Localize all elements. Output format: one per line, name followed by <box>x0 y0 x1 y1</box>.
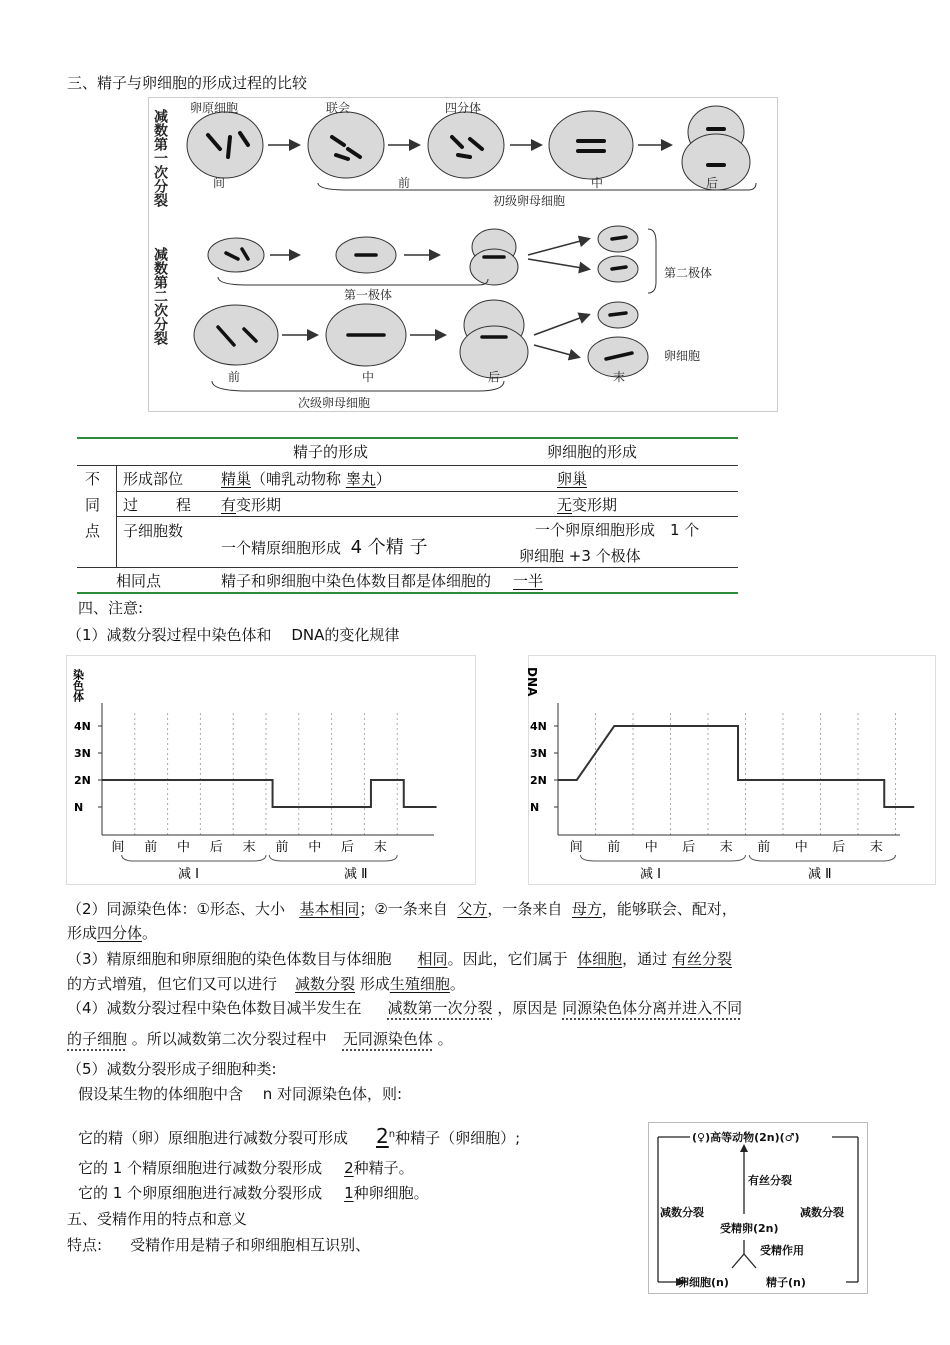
gchrom-xtick-7: 后 <box>341 840 355 855</box>
phase-prophase-2: 前 <box>228 370 241 384</box>
phase-telophase-2: 末 <box>613 370 626 384</box>
note-3-c: 。因此，它们属于 <box>447 950 568 968</box>
answer-germ-cell: 生殖细胞 <box>389 975 450 993</box>
phase-prophase-1: 前 <box>398 176 411 190</box>
gdna-ytick-3N: 3N <box>530 747 547 760</box>
section-heading-5: 五、受精作用的特点和意义 <box>67 1210 248 1228</box>
row-label-process-a: 过 <box>123 496 139 514</box>
answer-first-meiotic-division: 减数第一次分裂 <box>387 999 493 1017</box>
note-5-3c: 种精子。 <box>353 1159 414 1177</box>
row-label-site: 形成部位 <box>123 470 184 488</box>
cell-egg-site: 卵巢 <box>557 470 588 488</box>
gchrom-xtick-8: 末 <box>373 840 387 855</box>
note-5: （5）减数分裂形成子细胞种类: <box>67 1060 277 1078</box>
section-heading-4: 四、注意: <box>78 599 144 617</box>
gchrom-ytick-N: N <box>74 801 84 814</box>
gchrom-ytick-4N: 4N <box>74 720 91 733</box>
gchrom-xtick-3: 后 <box>209 840 223 855</box>
gdna-ytick-N: N <box>530 801 540 814</box>
answer-half: 一半 <box>513 572 544 590</box>
diff-label-3: 点 <box>85 522 101 540</box>
section-heading-3: 三、精子与卵细胞的形成过程的比较 <box>67 74 308 92</box>
dna-group-1: 减 Ⅰ <box>640 867 661 882</box>
phase-metaphase-1: 中 <box>591 176 604 190</box>
gdna-xtick-2: 中 <box>644 840 658 855</box>
note-5-line-2 <box>78 1124 520 1148</box>
label-synapsis: 联会 <box>326 101 351 115</box>
answer-testicle: 睾丸 <box>345 470 376 488</box>
note-2-line-2 <box>67 922 157 943</box>
chrom-group-2: 减 Ⅱ <box>344 867 368 882</box>
note-5-assume: 假设某生物的体细胞中含 n 对同源染色体，则: <box>78 1085 403 1103</box>
gchrom-bracket-1 <box>122 855 266 861</box>
dna-series-line <box>558 726 914 807</box>
note-5-2a: 它的精（卵）原细胞进行减数分裂可形成 <box>78 1129 349 1147</box>
answer-mother: 母方 <box>571 900 602 918</box>
row-label-same: 相同点 <box>116 572 162 590</box>
meiosis-figure <box>148 97 778 412</box>
lc-meiosis-left: 减数分裂 <box>660 1206 704 1219</box>
gdna-xtick-0: 间 <box>569 840 583 855</box>
col-header-sperm: 精子的形成 <box>293 443 369 461</box>
lc-top: (♀)高等动物(2n)(♂) <box>692 1131 800 1144</box>
gdna-xtick-1: 前 <box>607 840 621 855</box>
note-2-j: 。 <box>142 924 158 942</box>
answer-no: 无 <box>557 496 573 514</box>
answer-meiosis: 减数分裂 <box>295 975 356 993</box>
note-4-h: 。 <box>437 1030 453 1048</box>
answer-testis: 精巢 <box>221 470 252 488</box>
gdna-bracket-2 <box>749 855 895 861</box>
chromosome-graph <box>66 655 476 885</box>
label-egg-cell: 卵细胞 <box>664 349 701 363</box>
label-first-polar-body: 第一极体 <box>344 288 393 302</box>
gchrom-ytick-2N: 2N <box>74 774 91 787</box>
lc-mitosis: 有丝分裂 <box>748 1174 792 1187</box>
text-metamorphosis-2: 变形期 <box>572 496 618 514</box>
note-5-2c: 种精子（卵细胞）; <box>395 1129 521 1147</box>
lc-fertilization: 受精作用 <box>760 1244 804 1257</box>
note-4-a: （4）减数分裂过程中染色体数目减半发生在 <box>67 999 362 1017</box>
note-4-line-1 <box>67 997 742 1018</box>
gchrom-xtick-2: 中 <box>177 840 191 855</box>
note-4-f: 。所以减数第二次分裂过程中 <box>131 1030 327 1048</box>
answer-tetrad: 四分体 <box>97 924 143 942</box>
note-3-line-2 <box>67 973 465 994</box>
dna-ylabel: DNA <box>525 667 539 697</box>
gchrom-xtick-0: 间 <box>111 840 125 855</box>
cell-sperm-site <box>221 468 391 489</box>
text-metamorphosis: 变形期 <box>236 496 282 514</box>
note-3-line-1 <box>67 948 732 969</box>
answer-somatic-cell: 体细胞 <box>577 950 623 968</box>
answer-mitosis: 有丝分裂 <box>671 950 732 968</box>
label-tetrad: 四分体 <box>445 101 482 115</box>
note-5-4a: 它的 1 个卵原细胞进行减数分裂形成 <box>78 1184 323 1202</box>
section-5-traits <box>67 1234 370 1255</box>
gdna-ytick-4N: 4N <box>530 720 547 733</box>
note-2-c: ；②一条来自 <box>359 900 448 918</box>
label-secondary-oocyte: 次级卵母细胞 <box>298 396 371 410</box>
note-5-4c: 种卵细胞。 <box>353 1184 429 1202</box>
dna-group-2: 减 Ⅱ <box>808 867 832 882</box>
label-second-polar-body: 第二极体 <box>664 266 713 280</box>
note-4-c: ，原因是 <box>497 999 558 1017</box>
row-label-process-b: 程 <box>176 496 192 514</box>
answer-has: 有 <box>221 496 237 514</box>
note-3-g: 的方式增殖，但它们又可以进行 <box>67 975 278 993</box>
note-3-k: 。 <box>449 975 465 993</box>
note-mammal: （哺乳动物称 <box>251 470 342 488</box>
gchrom-bracket-2 <box>269 855 397 861</box>
gchrom-xtick-6: 中 <box>308 840 322 855</box>
note-5-line-4 <box>78 1182 429 1203</box>
note-5-3a: 它的 1 个精原细胞进行减数分裂形成 <box>78 1159 323 1177</box>
cell-egg-count-2: 卵细胞 +3 个极体 <box>519 547 641 565</box>
gdna-xtick-3: 后 <box>682 840 696 855</box>
gdna-xtick-4: 末 <box>719 840 733 855</box>
life-cycle-diagram <box>648 1122 868 1294</box>
diff-label-1: 不 <box>85 470 101 488</box>
text-same: 精子和卵细胞中染色体数目都是体细胞的 <box>221 572 492 590</box>
side-label-meiosis-2: 减数第二次分裂 <box>152 247 168 345</box>
answer-same: 相同 <box>417 950 448 968</box>
col-header-egg: 卵细胞的形成 <box>547 443 638 461</box>
gdna-ytick-2N: 2N <box>530 774 547 787</box>
answer-2n-exp: n <box>388 1129 396 1140</box>
phase-interphase: 间 <box>213 176 226 190</box>
phase-anaphase-2: 后 <box>488 370 501 384</box>
note-2-h: 形成 <box>67 924 98 942</box>
cell-sperm-count <box>221 533 427 559</box>
note-3-a: （3）精原细胞和卵原细胞的染色体数目与体细胞 <box>67 950 392 968</box>
answer-homologs-separate: 同源染色体分离并进入不同 <box>562 999 743 1017</box>
cell-egg-process <box>557 494 617 515</box>
answer-basically-same: 基本相同 <box>299 900 360 918</box>
gchrom-xtick-4: 末 <box>242 840 256 855</box>
cell-egg-count-1: 一个卵原细胞形成 1 个 <box>535 521 700 539</box>
note-2-a: （2）同源染色体：①形态、大小 <box>67 900 285 918</box>
note-3-i: 形成 <box>359 975 390 993</box>
gdna-xtick-6: 中 <box>794 840 808 855</box>
traits-label: 特点: <box>67 1236 103 1254</box>
chrom-ylabel: 染色体 <box>71 669 85 702</box>
gdna-xtick-8: 末 <box>869 840 883 855</box>
gdna-xtick-7: 后 <box>832 840 846 855</box>
gchrom-ytick-3N: 3N <box>74 747 91 760</box>
phase-anaphase-1: 后 <box>706 176 719 190</box>
lc-meiosis-right: 减数分裂 <box>800 1206 844 1219</box>
label-primary-oocyte: 初级卵母细胞 <box>493 194 566 208</box>
side-label-meiosis-1: 减数第一次分裂 <box>152 109 168 207</box>
diff-label-2: 同 <box>85 496 101 514</box>
cell-same <box>221 570 543 591</box>
chrom-group-1: 减 Ⅰ <box>178 867 199 882</box>
note-close: ） <box>375 470 391 488</box>
note-5-line-3 <box>78 1157 414 1178</box>
note-2-g: ，能够联会、配对， <box>601 900 737 918</box>
note-3-e: ，通过 <box>622 950 668 968</box>
answer-father: 父方 <box>457 900 488 918</box>
traits-text: 受精作用是精子和卵细胞相互识别、 <box>130 1236 371 1254</box>
note-1: （1）减数分裂过程中染色体和 DNA的变化规律 <box>67 626 400 644</box>
answer-2n-base: 2 <box>376 1124 389 1148</box>
answer-2-sperm: 2 <box>344 1159 354 1177</box>
lc-egg: 卵细胞(n) <box>678 1276 729 1289</box>
label-oogonium: 卵原细胞 <box>190 101 239 115</box>
chrom-series-line <box>102 780 437 807</box>
lc-zygote: 受精卵(2n) <box>720 1222 779 1235</box>
answer-no-homologs: 无同源染色体 <box>342 1030 433 1048</box>
note-2-e: ，一条来自 <box>487 900 563 918</box>
note-2-line-1 <box>67 898 737 919</box>
gchrom-xtick-5: 前 <box>275 840 289 855</box>
row-label-count: 子细胞数 <box>123 522 184 540</box>
answer-daughter-cells: 的子细胞 <box>67 1030 128 1048</box>
lc-sperm: 精子(n) <box>766 1276 806 1289</box>
phase-metaphase-2: 中 <box>362 370 375 384</box>
text-one-spermatogonium: 一个精原细胞形成 <box>221 539 342 557</box>
answer-1-egg: 1 <box>344 1184 354 1202</box>
gchrom-xtick-1: 前 <box>144 840 158 855</box>
gdna-xtick-5: 前 <box>757 840 771 855</box>
gdna-bracket-1 <box>581 855 746 861</box>
note-4-line-2 <box>67 1028 453 1049</box>
cell-sperm-process <box>221 494 281 515</box>
answer-four-sperm: 4 个精 子 <box>350 537 428 558</box>
row-label-process <box>123 494 191 515</box>
dna-graph <box>525 655 936 885</box>
